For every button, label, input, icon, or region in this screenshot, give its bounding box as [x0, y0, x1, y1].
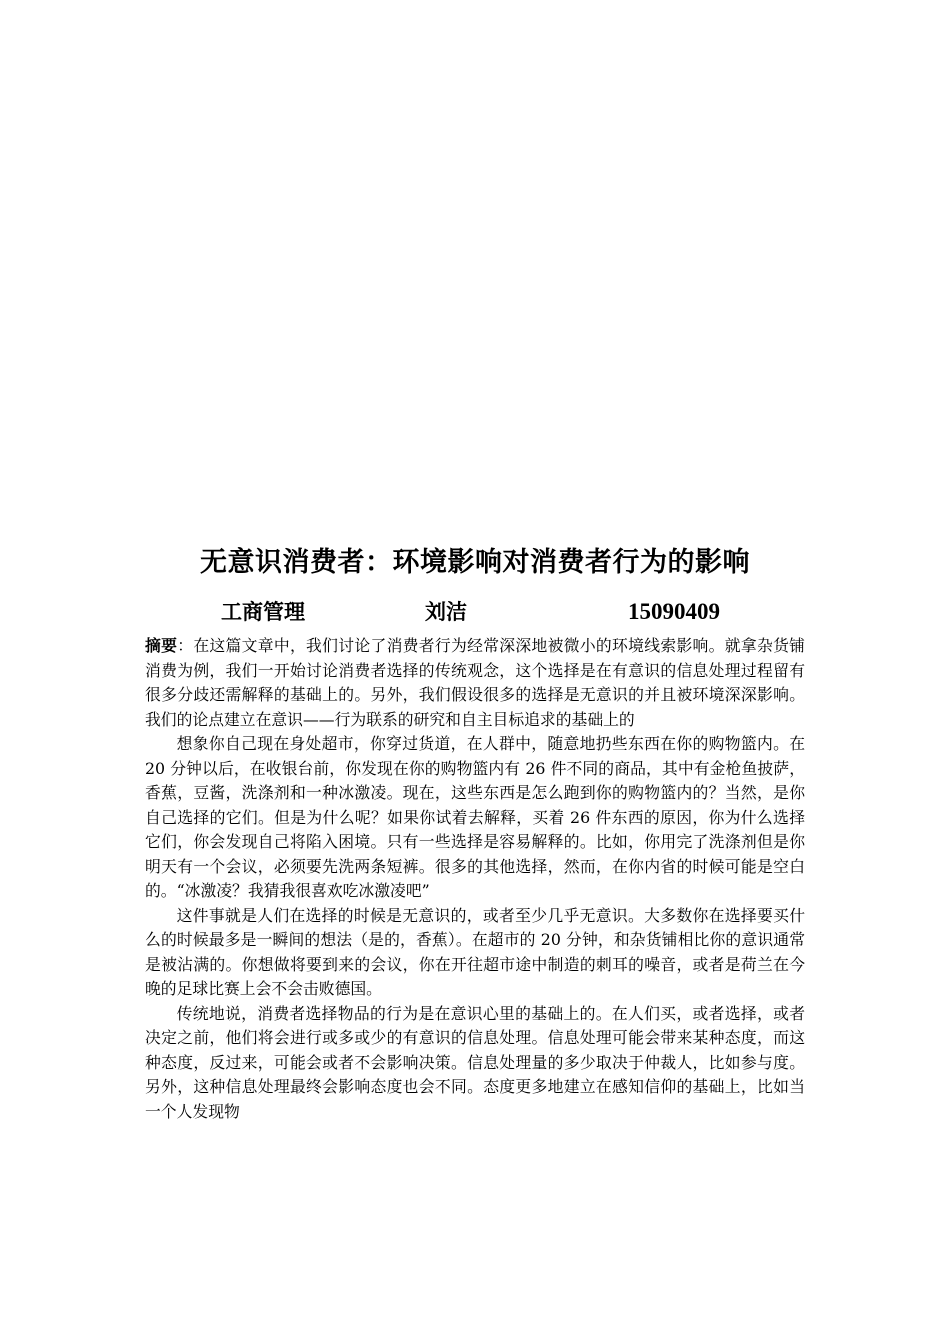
abstract-label: 摘要 [145, 636, 178, 655]
author-name: 刘洁 [425, 600, 467, 624]
student-id: 15090409 [628, 599, 720, 624]
body-paragraph-3: 传统地说，消费者选择物品的行为是在意识心里的基础上的。在人们买，或者选择，或者决定之前，他们将会进行或多或少的有意识的信息处理。信息处理可能会带来某种态度，而这种态度，反过来，可能会或者不会影响决策。信息处理量的多少取决于仲裁人，比如参与度。另外，这种信息处理最终会影响态度也会不同。态度更多地建立在感知信仰的基础上，比如当一个人发现物 [145, 1003, 805, 1121]
author-info-row [0, 596, 950, 628]
body-paragraph-2: 这件事就是人们在选择的时候是无意识的，或者至少几乎无意识。大多数你在选择要买什么的时候最多是一瞬间的想法（是的，香蕉）。在超市的 20 分钟，和杂货铺相比你的意识通常是被沾满的。你想做将要到来的会议，你在开往超市途中制造的刺耳的噪音，或者是荷兰在今晚的足球比赛上会不会击败德国。 [145, 905, 805, 998]
abstract-text: ：在这篇文章中，我们讨论了消费者行为经常深深地被微小的环境线索影响。就拿杂货铺消费为例，我们一开始讨论消费者选择的传统观念，这个选择是在有意识的信息处理过程留有很多分歧还需解释的基础上的。另外，我们假设很多的选择是无意识的并且被环境深深影响。我们的论点建立在意识——行为联系的研究和自主目标追求的基础上的 [145, 636, 805, 729]
abstract-paragraph [145, 634, 805, 732]
body-paragraph-1: 想象你自己现在身处超市，你穿过货道，在人群中，随意地扔些东西在你的购物篮内。在 20 分钟以后，在收银台前，你发现在你的购物篮内有 26 件不同的商品，其中有金枪鱼披萨，香蕉，豆酱，洗涤剂和一种冰激凌。现在，这些东西是怎么跑到你的购物篮内的？当然，是你自己选择的它们。但是为什么呢？如果你试着去解释，买着 26 件东西的原因，你为什么选择它们，你会发现自己将陷入困境。只有一些选择是容易解释的。比如，你用完了洗涤剂但是你明天有一个会议，必须要先洗两条短裤。很多的其他选择，然而，在你内省的时候可能是空白的。“冰激凌？我猜我很喜欢吃冰激凌吧” [145, 734, 805, 900]
author-major: 工商管理 [221, 600, 305, 624]
document-body [145, 634, 805, 1124]
document-title: 无意识消费者：环境影响对消费者行为的影响 [200, 547, 750, 578]
